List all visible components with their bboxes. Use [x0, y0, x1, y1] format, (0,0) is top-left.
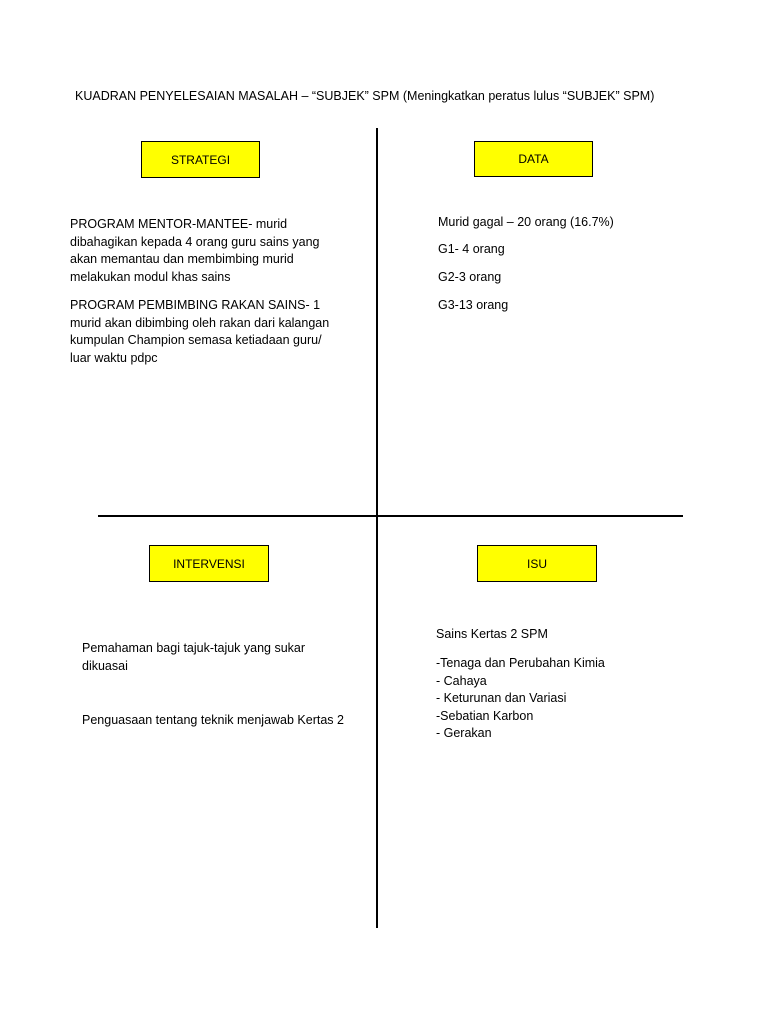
data-label-box — [474, 141, 593, 177]
issue-list — [436, 655, 605, 743]
strategy-paragraph: PROGRAM MENTOR-MANTEE- murid dibahagikan kepada 4 orang guru sains yang akan memantau dan membimbing murid melakukan modul khas sains — [70, 217, 320, 284]
issue-heading: Sains Kertas 2 SPM — [436, 627, 548, 641]
intervention-paragraph: Penguasaan tentang teknik menjawab Kertas 2 — [82, 713, 344, 727]
list-item: - Gerakan — [436, 726, 492, 740]
intervensi-label-box — [149, 545, 269, 582]
list-item: -Tenaga dan Perubahan Kimia — [436, 656, 605, 670]
intervention-paragraph: Pemahaman bagi tajuk-tajuk yang sukar dikuasai — [82, 641, 306, 673]
data-label: DATA — [518, 152, 549, 166]
strategi-label: STRATEGI — [170, 152, 231, 167]
list-item: -Sebatian Karbon — [436, 708, 534, 723]
horizontal-divider — [98, 515, 683, 517]
list-item: - Keturunan dan Variasi — [436, 691, 567, 705]
list-item: - Cahaya — [436, 673, 487, 688]
intervensi-label: INTERVENSI — [173, 556, 245, 571]
isu-label-box — [477, 545, 597, 582]
vertical-divider — [376, 128, 378, 928]
strategi-label-box — [141, 141, 260, 178]
data-line: G2-3 orang — [438, 270, 502, 284]
isu-label: ISU — [526, 556, 547, 571]
data-line: Murid gagal – 20 orang (16.7%) — [438, 215, 614, 229]
strategy-paragraph: PROGRAM PEMBIMBING RAKAN SAINS- 1 murid akan dibimbing oleh rakan dari kalangan kumpulan Champion semasa ketiadaan guru/ luar waktu pdpc — [70, 298, 330, 365]
data-line: G3-13 orang — [438, 298, 509, 312]
page-title: KUADRAN PENYELESAIAN MASALAH – “SUBJEK” SPM (Meningkatkan peratus lulus “SUBJEK” SPM) — [75, 89, 655, 103]
data-line: G1- 4 orang — [438, 242, 505, 256]
